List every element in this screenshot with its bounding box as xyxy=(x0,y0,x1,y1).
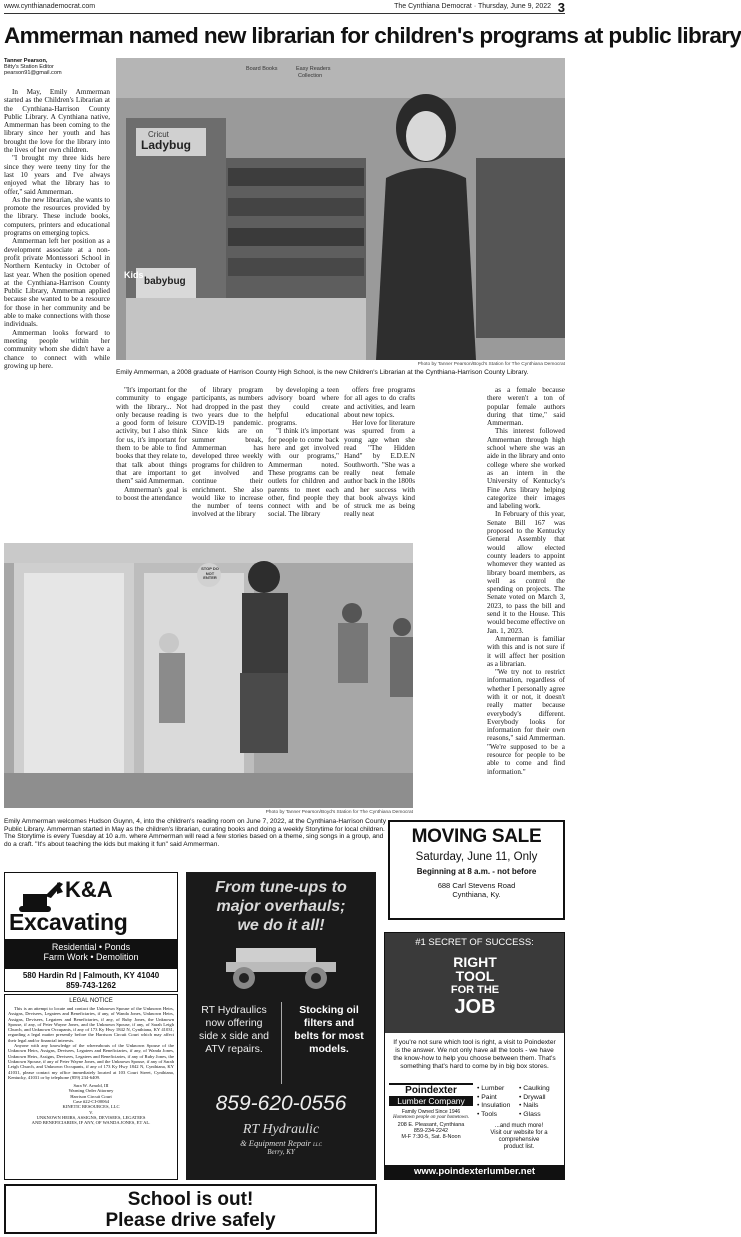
moving-sale-address2: Cynthiana, Ky. xyxy=(452,890,501,899)
school-out-ad xyxy=(4,1184,377,1234)
poindexter-phone: 859-234-2242 xyxy=(413,1128,449,1134)
product-caulking: • Caulking xyxy=(519,1085,550,1092)
photo2-caption: Emily Ammerman welcomes Hudson Guynn, 4, into the children's reading room on June 7, 2022, at the Cynthiana-Harrison County Public Library. Ammerman started in May as the children's librarian, curating books and doing a weekly Storytime for local children. The Storytime is every Tuesday at 10 a.m. where Ammerman will read a few stories based on a theme, sing songs in a group, and do a craft. "It's about teaching the kids but making it fun" said Ammerman. xyxy=(4,818,387,848)
ka-services-bar xyxy=(5,939,177,969)
poindexter-more: ...and much more! xyxy=(494,1123,544,1129)
photo-sign-board-books: Board Books xyxy=(246,66,278,72)
legal-sig1: Sara W. Arnold, III xyxy=(73,1083,109,1089)
rt-right3: belts for most xyxy=(294,1030,364,1042)
byline xyxy=(4,58,112,76)
ka-address: 580 Hardin Rd | Falmouth, KY 41040 xyxy=(22,971,160,980)
article-paragraph: In February of this year, Senate Bill 167 was proposed to the Kentucky General Assembly that would allow elected county leaders to appoint whomever they wanted as library board members, as well as control the spending on projects. The Senate voted on March 3, 2023, to pass the bill and send it to the House. This would become effective on Jan. 1, 2023. xyxy=(487,510,565,635)
moving-sale-ad xyxy=(388,820,565,920)
poindexter-banner: #1 SECRET OF SUCCESS: xyxy=(415,937,534,948)
poindexter-addr: 208 E. Pleasant, Cynthiana xyxy=(397,1122,465,1128)
article-paragraph: of library program participants, as numbers had dropped in the past two years due to the COVID-19 pandemic. Since kids are on summer break, Ammerman has developed three weekly programs for children to get involved and continue their enrichment. She also would like to increase the number of teens involved at the library xyxy=(192,386,263,519)
product-drywall: • Drywall xyxy=(519,1093,546,1101)
article-column-5 xyxy=(344,386,415,534)
article-paragraph: Ammerman looks forward to meeting people within her community whom she didn't have a chance to connect with while growing up here. xyxy=(4,328,110,370)
photo1-caption: Emily Ammerman, a 2008 graduate of Harrison County High School, is the new Children's Librarian at the Cynthiana-Harrison County Library. xyxy=(116,369,529,376)
legal-body2: Anyone with any knowledge of the whereabouts of the Unknown Spouse of the Unknown Heirs, Assigns, Devisees, Legatees and Beneficiaries, if any, of Wanda Jones, Unknown Heirs, Assigns, Devisees, Legatees and Beneficiaries, if any of Ruby Jones, the Unknown Spouse, if any of Peter Wayne Jones, and the Unknown Spouse, if any of Sarah Leigh Church, and Unknown Occupants, if any of 173 Ky Hwy 1842 N, Cynthiana, KY 41031, please contact my office immediately located at 103 Court Street, Cynthiana, Kentucky, 41031 or by telephone (859) 234-6409. xyxy=(8,1043,174,1080)
reading-room-illustration xyxy=(4,543,413,808)
photo-sign-collection: Collection xyxy=(298,73,323,79)
rt-divider xyxy=(281,1002,282,1084)
poindexter-body: If you're not sure which tool is right, a visit to Poindexter is the answer. We not only have all the tools - we have the know-how to help you choose between them. That's something that's hard to come by in big box stores. xyxy=(393,1039,556,1070)
photo-sign-kids: Kids xyxy=(124,270,144,280)
header-rule xyxy=(4,13,565,14)
photo-sign-babybug: babybug xyxy=(144,276,186,287)
headline: Ammerman named new librarian for children's programs at public library xyxy=(4,23,741,48)
library-shelves-illustration xyxy=(116,58,565,360)
product-glass: • Glass xyxy=(519,1110,541,1118)
ka-services2: Farm Work • Demolition xyxy=(43,952,139,962)
poindexter-forthe: FOR THE xyxy=(450,984,500,996)
article-paragraph: Her love for literature was spurred from a young age when she read "The Hidden Hand" by E.D.E.N Southworth. "She was a really neat female author back in the 1800s and her success with that book always kind of struck me as being really neat xyxy=(344,419,415,519)
poindexter-tool: TOOL xyxy=(455,968,495,984)
article-paragraph: In May, Emily Ammerman started as the Children's Librarian at the Cynthiana-Harrison County Public Library. A Cynthiana native, Ammerman has been coming to the library since her youth and has brought the love for the library into the lives of her own children. xyxy=(4,88,110,155)
legal-sig6: V. xyxy=(89,1109,93,1115)
rt-brand-llc: LLC xyxy=(313,1143,322,1148)
legal-sig3: Harrison Circuit Court xyxy=(70,1093,112,1099)
photo1-credit: Photo by Tanner Pearson/Boyd's Station for The Cynthiana Democrat xyxy=(417,362,565,367)
paper-dateline: The Cynthiana Democrat · Thursday, June 9, 2022 xyxy=(394,3,551,10)
poindexter-logo1: Poindexter xyxy=(389,1083,473,1096)
ka-excavating: Excavating xyxy=(9,909,128,935)
rt-hydraulics-ad xyxy=(186,872,376,1180)
poindexter-visit1: Visit our website for a xyxy=(490,1130,548,1136)
article-paragraph: "I think it's important for people to come back here and get involved with our programs," Ammerman noted. These programs can be outlets for children and parents to meet each other, find people they connect with and be social. The library xyxy=(268,427,339,519)
rt-headline1: From tune-ups to xyxy=(215,879,347,896)
poindexter-visit2: comprehensive xyxy=(498,1137,540,1143)
school-line2: Please drive safely xyxy=(105,1210,276,1231)
moving-sale-title: MOVING SALE xyxy=(411,826,542,847)
article-paragraph: Ammerman left her position as a development associate at a non-profit private Montessori School in Northern Kentucky in October of last year. When the position opened at the Cynthiana-Harrison County Public Library, Ammerman applied because she wanted to be a resource for those in her community and be able to make connections with those individuals. xyxy=(4,237,110,329)
article-column-1 xyxy=(4,88,110,538)
legal-sig5: KINETIC RESOURCES, LLC xyxy=(62,1104,120,1110)
rt-brand3: Berry, KY xyxy=(267,1148,295,1156)
article-paragraph: by developing a teen advisory board where they could create helpful educational programs. xyxy=(268,386,339,428)
article-paragraph: offers free programs for all ages to do crafts and activities, and learn about new topics. xyxy=(344,386,415,419)
photo2-credit: Photo by Tanner Pearson/Boyd's Station for The Cynthiana Democrat xyxy=(265,810,413,815)
article-paragraph: Ammerman's goal is to boost the attendance xyxy=(116,485,187,502)
byline-email: pearson91@gmail.com xyxy=(4,70,62,76)
article-paragraph: Ammerman is familiar with this and is not sure if it will affect her position as a librarian. xyxy=(487,634,565,668)
ka-phone: 859-743-1262 xyxy=(66,981,116,990)
legal-sig4: Case #22-CI-00064 xyxy=(72,1099,110,1105)
site-url: www.cynthianademocrat.com xyxy=(4,3,96,10)
article-column-3 xyxy=(192,386,263,534)
rt-right2: filters and xyxy=(303,1017,355,1029)
school-line1: School is out! xyxy=(127,1189,254,1210)
article-paragraph: as a female because there weren't a ton of popular female authors during that time," said Ammerman. xyxy=(487,386,565,428)
poindexter-right: RIGHT xyxy=(453,954,497,970)
ka-name: K&A xyxy=(65,877,113,902)
legal-sig2: Warning Order Attorney xyxy=(68,1088,114,1094)
byline-org: Bitty's Station Editor xyxy=(4,64,54,70)
rt-headline2: major overhauls; xyxy=(216,898,346,915)
article-paragraph: As the new librarian, she wants to promote the resources provided by the library. These include books, computers, printers and educational programs on emerging topics. xyxy=(4,195,110,238)
rt-phone: 859-620-0556 xyxy=(215,1092,347,1115)
article-paragraph: This interest followed Ammerman through high school where she was an aide in the library and onto college where she worked as an intern in the University of Kentucky's Fine Arts library helping categorize their images and labeling work. xyxy=(487,427,565,511)
ka-services1: Residential • Ponds xyxy=(51,942,131,952)
article-paragraph: "It's important for the community to engage with the library... Not only because reading is a good form of leisure activity, but I also think for us, it's important for them to be able to find books that they relate to, that talk about things that are important to them" said Ammerman. xyxy=(116,386,187,486)
rt-headline3: we do it all! xyxy=(237,917,325,934)
moving-sale-address1: 688 Carl Stevens Road xyxy=(437,881,516,890)
legal-sig8: AND BENEFICIARIES, IF ANY, OF WANDA JONES, ET AL. xyxy=(31,1120,151,1126)
photo-sign-easy-readers: Easy Readers xyxy=(296,66,331,72)
librarian-portrait-photo xyxy=(116,58,565,360)
atv-icon xyxy=(216,940,346,990)
photo-sign-ladybug: Ladybug xyxy=(141,138,191,152)
poindexter-ad xyxy=(384,932,565,1180)
moving-sale-time: Beginning at 8 a.m. - not before xyxy=(416,867,537,876)
poindexter-hours: M-F 7:30-5, Sat. 8-Noon xyxy=(401,1134,461,1140)
page-number: 3 xyxy=(557,0,565,15)
legal-notice xyxy=(4,994,178,1180)
product-tools: • Tools xyxy=(477,1110,498,1118)
rt-left2: now offering xyxy=(205,1017,263,1029)
rt-right1: Stocking oil xyxy=(299,1004,359,1016)
product-lumber: • Lumber xyxy=(477,1085,505,1092)
poindexter-product-list xyxy=(477,1085,561,1119)
rt-left4: ATV repairs. xyxy=(205,1043,263,1055)
legal-title: LEGAL NOTICE xyxy=(69,998,113,1004)
legal-sig7: UNKNOWN HEIRS, ASSIGNS, DEVISEES, LEGATEES xyxy=(36,1114,146,1120)
article-column-2 xyxy=(116,386,187,534)
moving-sale-date: Saturday, June 11, Only xyxy=(415,851,538,863)
legal-body: This is an attempt to locate and contact the Unknown Spouse of the Unknown Heirs, Assigns, Devisees, Legatees and Beneficiaries, if any, of Wanda Jones, Unknown Heirs, Assigns, Devisees, Legatees and Beneficiaries, if any, of Ruby Jones, the Unknown Spouse, if any, of Peter Wayne Jones, and the Unknown Spouse, if any, of Sarah Leigh Church, and Unknown Occupants, if any of 173 Ky Hwy 1842 N, Cynthiana, KY 41031, regarding a legal matter presently before the Harrison Circuit Court which may affect their legal and/or financial interests. xyxy=(8,1006,174,1043)
rt-brand2: & Equipment Repair xyxy=(240,1138,311,1148)
product-insulation: • Insulation xyxy=(477,1102,511,1109)
article-paragraph: "I brought my three kids here since they were teeny tiny for the last 10 years and I've always enjoyed what the library has to offer," said Ammerman. xyxy=(4,154,110,196)
rt-left1: RT Hydraulics xyxy=(201,1004,267,1016)
article-column-6 xyxy=(421,386,565,816)
photo-sign-cricut: Cricut xyxy=(148,130,169,139)
poindexter-logo2: Lumber Company xyxy=(389,1096,473,1106)
article-column-4 xyxy=(268,386,339,534)
rt-right4: models. xyxy=(309,1043,349,1055)
poindexter-url[interactable]: www.poindexterlumber.net xyxy=(385,1165,564,1179)
poindexter-est: Family Owned Since 1946 xyxy=(401,1109,461,1115)
product-paint: • Paint xyxy=(477,1093,497,1101)
stop-sign-text: STOP DO NOT ENTER xyxy=(201,566,219,580)
article-paragraph: "We try not to restrict information, regardless of whether I personally agree with it or not, it doesn't really matter because everybody's different. Everybody looks for information for their own reasons," said Ammerman. "We're supposed to be a resource for people to be able to come and find information." xyxy=(487,668,565,776)
rt-left3: side x side and xyxy=(198,1030,270,1042)
rt-brand1: RT Hydraulic xyxy=(242,1122,320,1137)
ka-excavating-ad xyxy=(4,872,178,992)
byline-name: Tanner Pearson, xyxy=(4,58,48,64)
poindexter-tagline: Hometown people on your hometown. xyxy=(393,1115,469,1120)
poindexter-visit3: product list. xyxy=(503,1144,535,1150)
poindexter-job: JOB xyxy=(454,996,496,1018)
reading-room-photo xyxy=(4,543,413,808)
product-nails: • Nails xyxy=(519,1102,539,1109)
